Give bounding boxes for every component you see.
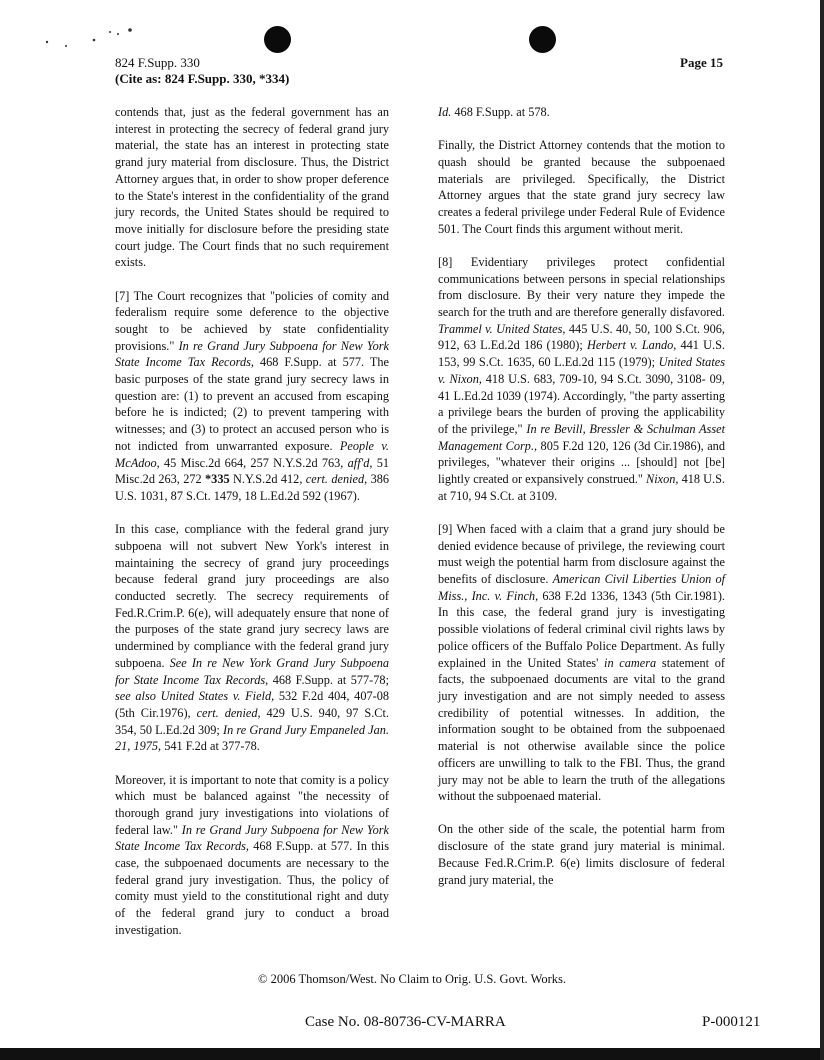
right-column [438,104,725,905]
scan-right-edge [820,0,824,1060]
left-paragraph-3: In this case, compliance with the federal grand jury subpoena will not subvert New York's interest in maintaining the secrecy of grand jury proceedings because federal grand jury proceedings are also conducted secretly. The secrecy requirements of Fed.R.Crim.P. 6(e), will adequately ensure that none of the purposes of the state grand jury secrecy laws are undermined by compliance with the federal grand jury subpoena. See In re New York Grand Jury Subpoena for State Income Tax Records, 468 F.Supp. at 577-78; see also United States v. Field, 532 F.2d 404, 407-08 (5th Cir.1976), cert. denied, 429 U.S. 940, 97 S.Ct. 354, 50 L.Ed.2d 309; In re Grand Jury Empaneled Jan. 21, 1975, 541 F.2d at 377-78. [115,522,390,754]
page-number: Page 15 [680,55,723,70]
copyright-notice: © 2006 Thomson/West. No Claim to Orig. U.S. Govt. Works. [257,972,567,986]
right-paragraph-4: [9] When faced with a claim that a grand jury should be denied evidence because of privilege, the reviewing court must weigh the potential harm from disclosure against the benefits of disclosure. American Civil Liberties Union of Miss., Inc. v. Finch, 638 F.2d 1336, 1343 (5th Cir.1981). In this case, the federal grand jury is investigating possible violations of federal criminal civil rights laws by police officers of the Buffalo Police Department. As fully explained in the United States' in camera statement of facts, the subpoenaed documents are vital to the grand jury investigation and are not simply needed to assess credibility of potential witnesses. In addition, the information sought to be obtained from the subpoenaed material is not otherwise available since the police officers are unwilling to talk to the FBI. Thus, the grand jury may not be able to learn the truth of the allegations without the subpoenaed material. [438,521,726,804]
left-paragraph-4: Moreover, it is important to note that comity is a policy which must be balanced against "the necessity of thorough grand jury investigations into violations of federal law." In re Grand Jury Subpoena for New York State Income Tax Records, 468 F.Supp. at 577. In this case, the subpoenaed documents are necessary to the federal grand jury investigation. Thus, the policy of comity must yield to the constitutional right and duty of the federal grand jury to conduct a broad investigation. [115,772,390,937]
left-column [115,104,389,955]
right-paragraph-1: Id. 468 F.Supp. at 578. [438,105,550,119]
bates-number: P-000121 [702,1014,761,1030]
case-number: Case No. 08-80736-CV-MARRA [305,1014,506,1030]
punch-hole-right [529,26,556,53]
scan-bottom-border [0,1048,824,1060]
left-paragraph-2: [7] The Court recognizes that "policies of comity and federalism require some deference to the objective sought to be achieved by state confidentiality provisions." In re Grand Jury Subpoena for New York State Income Tax Records, 468 F.Supp. at 577. The basic purposes of the state grand jury secrecy laws in question are: (1) to prevent an accused from escaping before he is indicted; (2) to prevent tampering with witnesses; and (3) to protect an accused person who is not indicted from unwarranted exposure. People v. McAdoo, 45 Misc.2d 664, 257 N.Y.S.2d 763, aff'd, 51 Misc.2d 263, 272 *335 N.Y.S.2d 412, cert. denied, 386 U.S. 1031, 87 S.Ct. 1479, 18 L.Ed.2d 592 (1967). [115,288,390,503]
right-paragraph-5: On the other side of the scale, the potential harm from disclosure of the state grand jury material is minimal. Because Fed.R.Crim.P. 6(e) limits disclosure of federal grand jury material, the [438,822,725,887]
citation-header [115,55,289,87]
right-paragraph-2: Finally, the District Attorney contends that the motion to quash should be granted because the subpoenaed materials are privileged. Specifically, the District Attorney argues that the state grand jury secrecy law creates a federal privilege under Federal Rule of Evidence 501. The Court finds this argument without merit. [438,138,725,236]
left-paragraph-1: contends that, just as the federal government has an interest in protecting the secrecy of federal grand jury material, the state has an interest in protecting state grand jury material from disclosure. Thus, the District Attorney argues that, in order to show proper deference to the State's interest in the confidentiality of the grand jury records, the United States should be required to move initially for disclosure before the presiding state court judge. The Court finds that no such requirement exists. [115,105,389,270]
punch-hole-left [264,26,291,53]
cite-as: (Cite as: 824 F.Supp. 330, *334) [115,71,290,86]
right-paragraph-3: [8] Evidentiary privileges protect confidential communications between persons in special relationships from disclosure. By their very nature they impede the search for the truth and are therefore generally disfavored. Trammel v. United States, 445 U.S. 40, 50, 100 S.Ct. 906, 912, 63 L.Ed.2d 186 (1980); Herbert v. Lando, 441 U.S. 153, 99 S.Ct. 1635, 60 L.Ed.2d 115 (1979); United States v. Nixon, 418 U.S. 683, 709-10, 94 S.Ct. 3090, 3108- 09, 41 L.Ed.2d 1039 (1974). Accordingly, "the party asserting a privilege bears the burden of proving the applicability of the privilege," In re Bevill, Bressler & Schulman Asset Management Corp., 805 F.2d 120, 126 (3d Cir.1986), and privileges, "whatever their origins ... [should] not [be] lightly created or expansively construed." Nixon, 418 U.S. at 710, 94 S.Ct. at 3109. [438,254,725,503]
scan-specks [44,22,164,50]
reporter-citation: 824 F.Supp. 330 [115,55,200,70]
